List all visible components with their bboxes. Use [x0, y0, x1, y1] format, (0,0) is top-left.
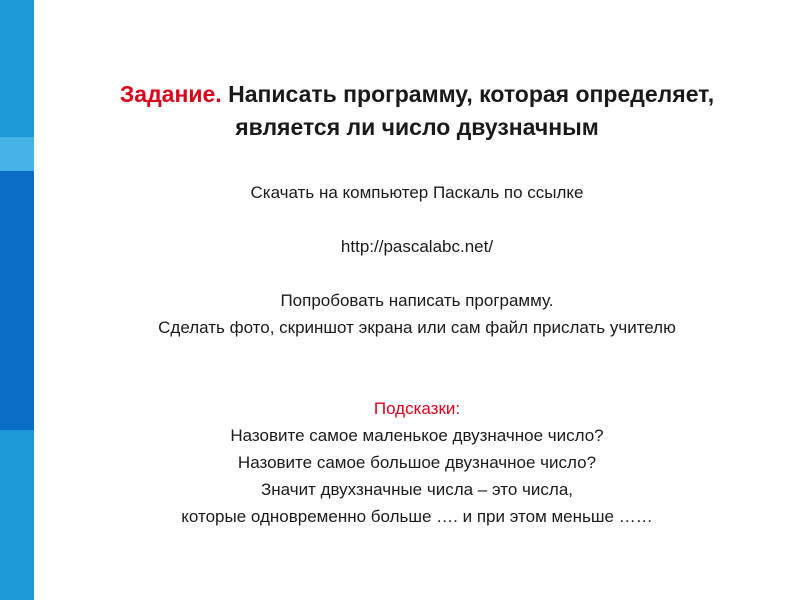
download-instruction: Скачать на компьютер Паскаль по ссылке	[250, 183, 584, 202]
hints-heading: Подсказки:	[373, 399, 461, 418]
sidebar-band-dark	[0, 171, 34, 430]
try-instruction: Попробовать написать программу.	[280, 291, 554, 310]
sidebar-band-top	[0, 0, 34, 137]
hint-line: Значит двухзначные числа – это числа,	[260, 480, 574, 499]
send-instruction: Сделать фото, скриншот экрана или сам файл прислать учителю	[158, 318, 676, 337]
hint-line: Назовите самое маленькое двузначное число?	[230, 426, 604, 445]
hint-line: которые одновременно больше …. и при этом меньше ……	[181, 507, 653, 526]
task-title-line-1	[34, 78, 800, 111]
hint-line: Назовите самое большое двузначное число?	[237, 453, 597, 472]
task-title-line-2: является ли число двузначным	[235, 114, 599, 140]
sidebar-band-light	[0, 137, 34, 171]
pascal-link[interactable]: http://pascalabc.net/	[340, 237, 494, 256]
sidebar-band-bottom	[0, 430, 34, 600]
sidebar-decoration	[0, 0, 34, 600]
task-title	[34, 78, 800, 144]
task-text-1: Написать программу, которая определяет,	[228, 81, 715, 107]
task-label: Задание.	[119, 81, 222, 107]
slide-content	[34, 0, 800, 600]
